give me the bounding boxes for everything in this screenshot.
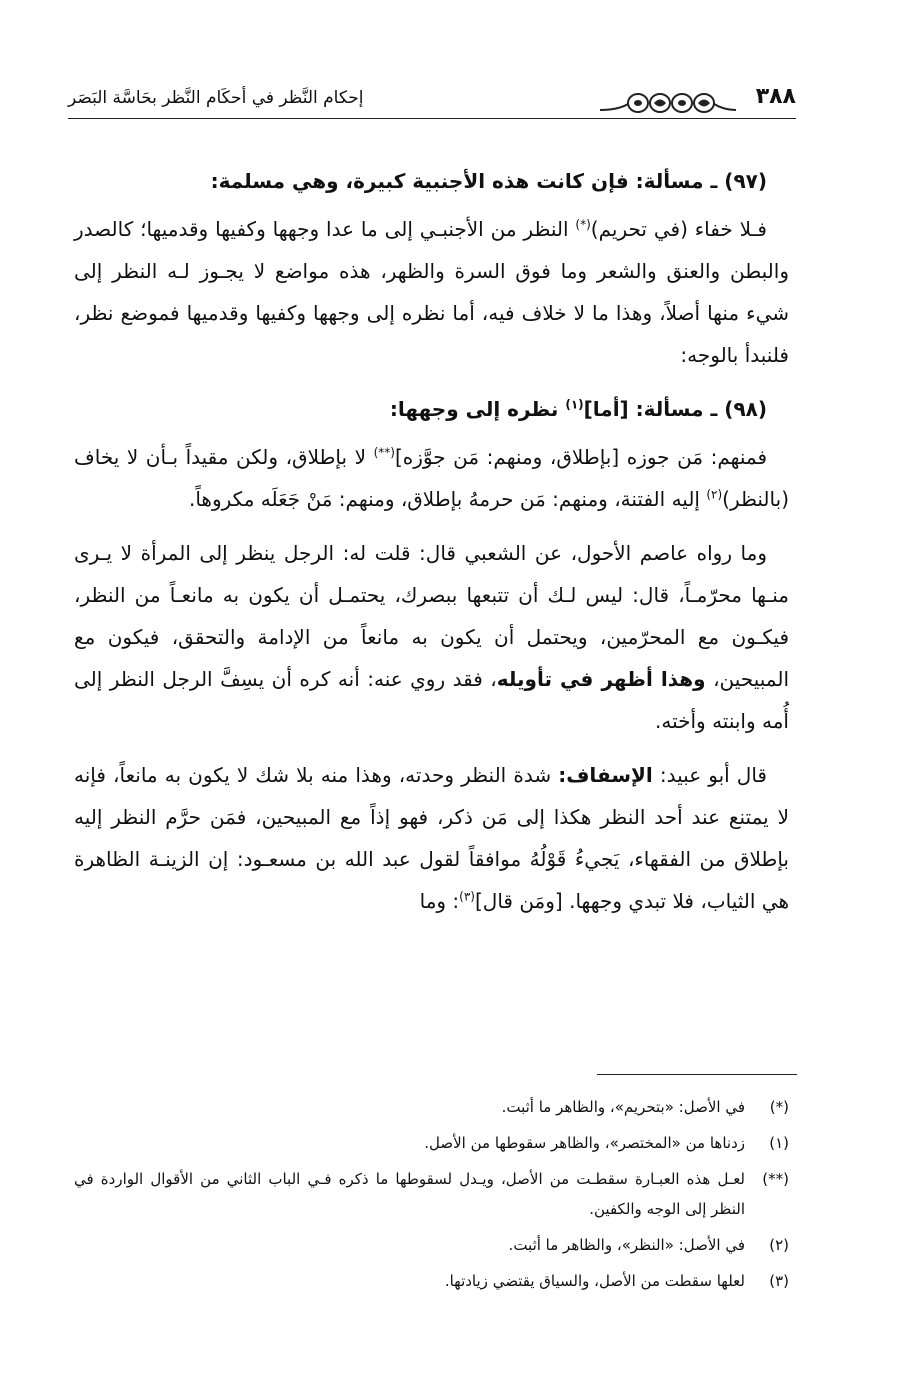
paragraph-2-end: إليه الفتنة، ومنهم: مَن حرمهُ بإطلاق، ومنهم: مَنْ جَعَلَه مكروهاً.: [188, 487, 707, 511]
footnote-mark: (٢): [769, 1236, 789, 1254]
footnotes: [74, 1092, 789, 1302]
paragraph-1-rest: النظر من الأجنبـي إلى ما عدا وجهها وكفيها وقدميها؛ كالصدر والبطن والعنق والشعر وما فوق السرة والظهر، هذه مواضع لا يجـوز لـه النظر إلى شيء منها أصلاً، وهذا ما لا خلاف فيه، أما نظره إلى وجهها وكفيها وقدميها فموضع نظر، فلنبدأ بالوجه:: [74, 217, 789, 367]
footnote-mark: (*): [769, 1098, 789, 1116]
paragraph-3-start: وما رواه عاصم الأحول، عن الشعبي قال: قلت له: الرجل ينظر إلى المرأة لا يـرى منـها محرّمـاً، قال: ليس لـك أن تتبعها ببصرك، يحتمـل أن يكون به مانعـاً من النظر، فيكـون مع المحرّمين، ويحتمل أن يكون به مانعاً من الإدامة والتحقق، فيكون مع المبيحين،: [74, 541, 789, 691]
paragraph-2-middle: لا بإطلاق، ولكن مقيداً بـأن لا يخاف (بالنظر): [74, 445, 789, 511]
paragraph-4-middle: شدة النظر وحدته، وهذا منه بلا شك لا يكون به مانعاً، فإنه لا يمتنع عند أحد النظر هكذا إلى مَن ذكر، فهو إذاً مع المبيحين، فمَن حرَّم النظر إليه بإطلاق من الفقهاء، يَجيءُ قَوْلُهُ موافقاً لقول عبد الله بن مسعـود: إن الزينـة الظاهرة هي الثياب، فلا تبدي وجهها. [ومَن قال]: [74, 763, 789, 913]
footnote-item: [74, 1164, 789, 1224]
page-number: ٣٨٨: [755, 84, 796, 109]
header-rule: [68, 118, 796, 119]
paragraph-1: [74, 208, 789, 376]
footnote-text: في الأصل: «النظر»، والظاهر ما أثبت.: [508, 1236, 745, 1254]
paragraph-2: [74, 436, 789, 520]
footnote-item: [74, 1128, 789, 1158]
footnote-item: [74, 1266, 789, 1296]
footnote-text: في الأصل: «بتحريم»، والظاهر ما أثبت.: [501, 1098, 745, 1116]
paragraph-3: [74, 532, 789, 742]
main-text: [74, 160, 789, 934]
footnote-text: لعلها سقطت من الأصل، والسياق يقتضي زيادتها.: [444, 1272, 745, 1290]
footnote-item: [74, 1230, 789, 1260]
question-98-start: (٩٨) ـ مسألة: [أما]: [583, 397, 767, 421]
footnote-separator: [597, 1074, 797, 1075]
footnote-mark: (٣): [769, 1272, 789, 1290]
question-97-heading: [74, 160, 789, 202]
paragraph-3-emphasis: وهذا أظهر في تأويله: [496, 667, 706, 691]
footnote-text: لعـل هذه العبـارة سقطـت من الأصل، ويـدل لسقوطها ما ذكره فـي الباب الثاني من الأقوال الواردة في النظر إلى الوجه والكفين.: [74, 1170, 745, 1218]
footnote-mark: (**): [762, 1170, 789, 1188]
decorative-ornament-icon: [598, 90, 738, 116]
footnote-ref-double-star: (**): [373, 445, 395, 460]
paragraph-4-term: الإسفاف:: [558, 763, 653, 787]
footnote-ref-star: (*): [575, 217, 591, 232]
footnote-ref-2: (٢): [706, 487, 723, 502]
footnote-item: [74, 1092, 789, 1122]
footnote-text: زدناها من «المختصر»، والظاهر سقوطها من الأصل.: [424, 1134, 745, 1152]
paragraph-4-start: قال أبو عبيد:: [652, 763, 767, 787]
question-98-heading: [74, 388, 789, 430]
footnote-mark: (١): [769, 1134, 789, 1152]
question-97-text: (٩٧) ـ مسألة: فإن كانت هذه الأجنبية كبيرة، وهي مسلمة:: [210, 169, 767, 193]
footnote-ref-3: (٣): [459, 889, 475, 904]
paragraph-4-end: : وما: [419, 889, 460, 913]
footnote-ref-1: (١): [565, 397, 584, 412]
paragraph-3-end: ، فقد روي عنه: أنه كره أن يسِفَّ الرجل النظر إلى أُمه وابنته وأخته.: [74, 667, 789, 733]
question-98-rest: نظره إلى وجهها:: [389, 397, 566, 421]
paragraph-2-start: فمنهم: مَن جوزه [بإطلاق، ومنهم: مَن جوَّزه]: [394, 445, 768, 469]
page-header: [68, 80, 796, 122]
running-title: إحكام النَّظر في أحكَام النَّظر بحَاسَّة البَصَر: [68, 88, 364, 108]
paragraph-4: [74, 754, 789, 922]
paragraph-1-start: فـلا خفاء (في تحريم): [590, 217, 767, 241]
